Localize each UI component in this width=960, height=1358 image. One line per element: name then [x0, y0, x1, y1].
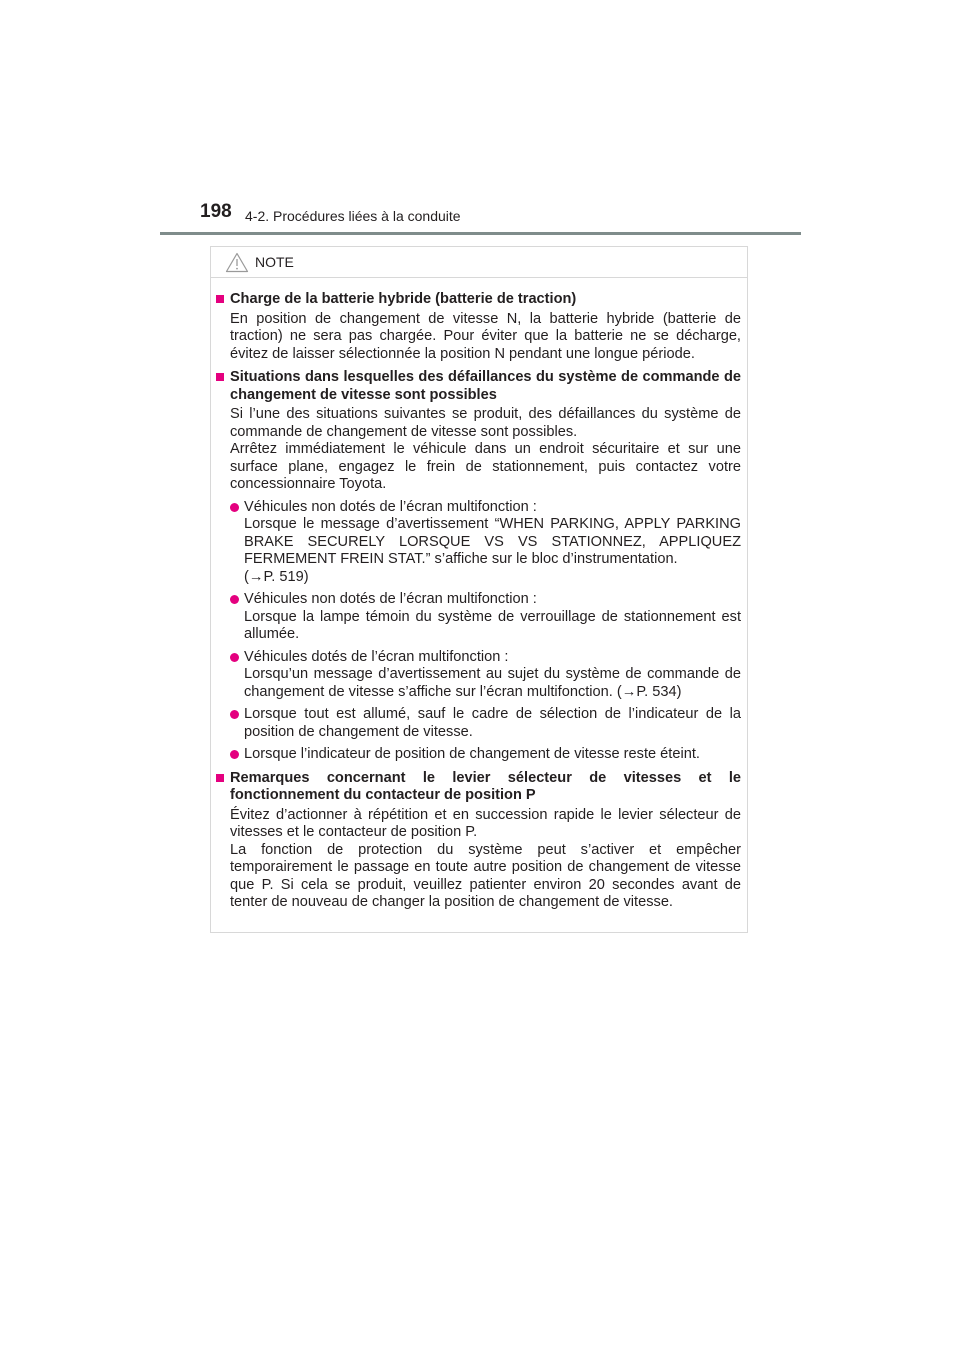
round-bullet-icon [230, 503, 239, 512]
page-reference: (→P. 519) [244, 568, 309, 585]
paragraph: Évitez d’actionner à répétition et en succession rapide le levier sélecteur de vitesses et le contacteur de position P. La fonction de protection du système peut s’activer et empêcher temporairement le passage en toute autre position de changement de vitesse que P. Si cela se produit, veuillez patienter environ 20 secondes avant de tenter de nouveau de changer la position de changement de vitesse. [230, 806, 741, 910]
note-item-hybrid-battery [215, 291, 741, 363]
note-item-shift-control-failures [215, 369, 741, 764]
page-number: 198 [200, 201, 232, 222]
header-rule [160, 232, 801, 235]
round-bullet-icon [230, 595, 239, 604]
list-item: Lorsque l’indicateur de position de changement de vitesse reste éteint. [230, 746, 741, 764]
square-bullet-icon [216, 295, 224, 303]
list-item: Lorsque tout est allumé, sauf le cadre de sélection de l’indicateur de la position de changement de vitesse. [230, 706, 741, 741]
item-title: Charge de la batterie hybride (batterie de traction) [215, 291, 741, 309]
list-item: Véhicules dotés de l’écran multifonction : Lorsqu’un message d’avertissement au sujet du système de commande de changement de vitesse s’affiche sur l’écran multifonction. (→P. 534) [230, 649, 741, 702]
note-item-shift-lever-remarks [215, 770, 741, 912]
round-bullet-icon [230, 653, 239, 662]
square-bullet-icon [216, 774, 224, 782]
note-box [210, 246, 748, 933]
item-title: Remarques concernant le levier sélecteur de vitesses et le fonctionnement du contacteur de position P [215, 770, 741, 805]
round-bullet-icon [230, 750, 239, 759]
square-bullet-icon [216, 373, 224, 381]
note-header [211, 247, 747, 278]
round-bullet-icon [230, 710, 239, 719]
item-title: Situations dans lesquelles des défaillances du système de commande de changement de vitesse sont possibles [215, 369, 741, 404]
section-title: 4-2. Procédures liées à la conduite [245, 208, 461, 224]
note-label: NOTE [255, 254, 294, 270]
list-item: Véhicules non dotés de l’écran multifonction : Lorsque le message d’avertissement “WHEN PARKING, APPLY PARKING BRAKE SECURELY LORSQUE VS VS STATIONNEZ, APPLIQUEZ FERMEMENT FREIN STAT.” s’affiche sur le bloc d’instrumentation. (→P. 519) [230, 499, 741, 587]
list-item: Véhicules non dotés de l’écran multifonction : Lorsque la lampe témoin du système de verrouillage de stationnement est allumée. [230, 591, 741, 644]
note-body [211, 278, 747, 912]
paragraph: Si l’une des situations suivantes se produit, des défaillances du système de commande de changement de vitesse sont possibles. Arrêtez immédiatement le véhicule dans un endroit sécuritaire et sur une surface plane, engagez le frein de stationnement, puis contactez votre concessionnaire Toyota. [230, 406, 741, 492]
paragraph: En position de changement de vitesse N, la batterie hybride (batterie de traction) ne sera pas chargée. Pour éviter que la batterie ne se décharge, évitez de laisser sélectionnée la position N pendant une longue période. [230, 310, 741, 362]
warning-triangle-icon [225, 252, 249, 273]
